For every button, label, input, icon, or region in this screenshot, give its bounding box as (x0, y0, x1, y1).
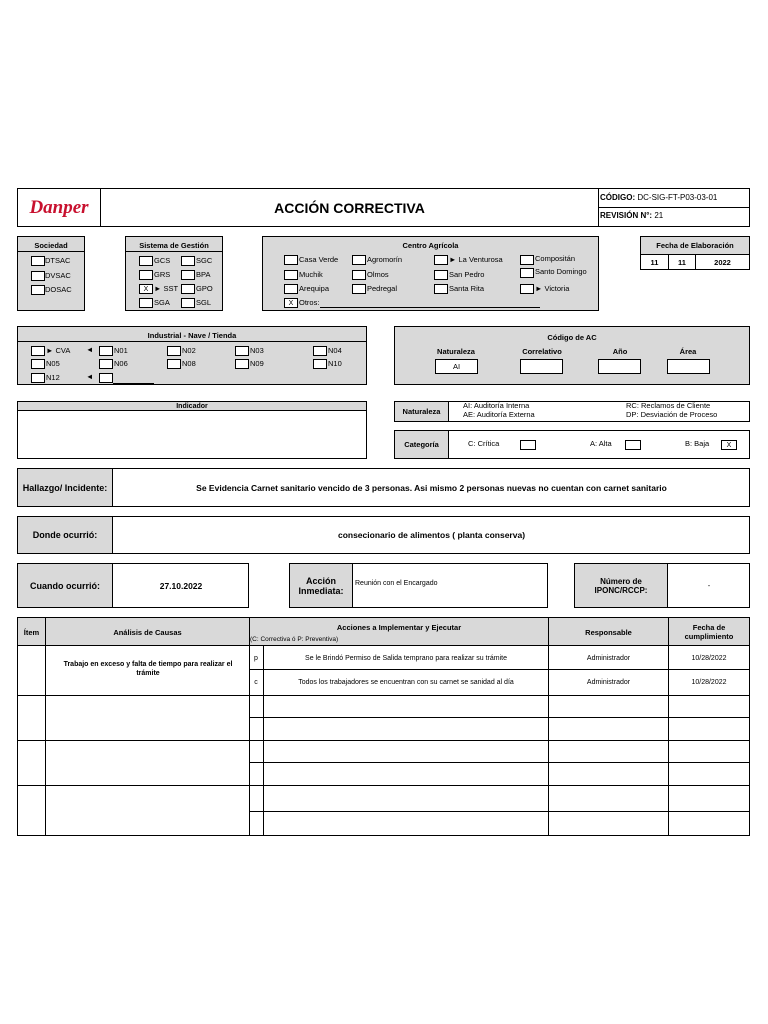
sociedad-title: Sociedad (34, 240, 68, 250)
accion-inmediata-row (289, 563, 548, 608)
hallazgo-value[interactable]: Se Evidencia Carnet sanitario vencido de 3 personas. Asi mismo 2 personas nuevas no cuentan con carnet sanitario (196, 482, 667, 493)
casa-verde-label: Casa Verde (299, 255, 339, 264)
n04-label: N04 (328, 346, 342, 355)
dosac-label: DOSAC (45, 285, 72, 294)
bpa-checkbox[interactable] (181, 270, 195, 280)
iponc-row (574, 563, 750, 608)
n08-label: N08 (182, 359, 196, 368)
correlativo-field[interactable] (520, 359, 563, 374)
row1-accion[interactable]: Se le Brindó Permiso de Salida temprano para realizar su trámite (305, 654, 507, 662)
indicador-panel (17, 401, 367, 459)
dtsac-label: DTSAC (45, 256, 71, 265)
n01-checkbox[interactable] (99, 346, 113, 356)
n02-checkbox[interactable] (167, 346, 181, 356)
arequipa-label: Arequipa (299, 284, 330, 293)
la-venturosa-checkbox[interactable] (434, 255, 448, 265)
fecha-year[interactable]: 2022 (696, 255, 749, 269)
anio-header: Año (612, 346, 628, 356)
correlativo-header: Correlativo (522, 346, 562, 356)
grs-label: GRS (154, 270, 171, 279)
indicador-field[interactable] (18, 412, 366, 458)
n10-checkbox[interactable] (313, 359, 327, 369)
olmos-label: Olmos (367, 270, 389, 279)
n01-label: N01 (114, 346, 128, 355)
codigo-value: DC-SIG-FT-P03-03-01 (637, 193, 718, 202)
naturaleza-legend (394, 401, 750, 422)
industrial-panel (17, 326, 367, 385)
row2-responsable[interactable]: Administrador (586, 679, 631, 686)
row2-tipo[interactable]: c (254, 679, 258, 686)
header-item: Ítem (23, 627, 40, 637)
codigo-ac-panel (394, 326, 750, 385)
revision-box: REVISIÓN N°: 21 (600, 211, 664, 220)
sgc-checkbox[interactable] (181, 256, 195, 266)
sistema-title: Sistema de Gestión (139, 240, 209, 250)
dp-legend: DP: Desviación de Proceso (626, 410, 718, 419)
centro-panel (262, 236, 599, 311)
n05-checkbox[interactable] (31, 359, 45, 369)
actions-table (17, 617, 750, 836)
industrial-title: Industrial - Nave / Tienda (147, 330, 237, 340)
casa-verde-checkbox[interactable] (284, 255, 298, 265)
naturaleza-field[interactable]: AI (435, 359, 478, 374)
olmos-checkbox[interactable] (352, 270, 366, 280)
logo (18, 189, 101, 226)
victoria-label: ► Victoria (535, 284, 570, 293)
industrial-other-line[interactable] (113, 383, 154, 384)
cuando-value[interactable]: 27.10.2022 (159, 580, 203, 591)
header-fecha: Fecha de cumplimiento (684, 623, 734, 641)
ai-legend: AI: Auditoría Interna (463, 401, 530, 410)
n10-label: N10 (328, 359, 342, 368)
otros-checkbox[interactable]: X (284, 298, 298, 308)
codigo-ac-title: Código de AC (547, 332, 597, 342)
bpa-label: BPA (196, 270, 211, 279)
fecha-month[interactable]: 11 (669, 255, 696, 269)
header (17, 188, 750, 227)
n12-checkbox[interactable] (31, 373, 45, 383)
accion-inmediata-value[interactable]: Reunión con el Encargado (355, 580, 438, 587)
row1-fecha[interactable]: 10/28/2022 (691, 654, 727, 662)
row2-fecha[interactable]: 10/28/2022 (691, 679, 727, 686)
ae-legend: AE: Auditoría Externa (463, 410, 535, 419)
n09-checkbox[interactable] (235, 359, 249, 369)
row1-tipo[interactable]: p (254, 654, 258, 662)
alta-checkbox[interactable] (625, 440, 641, 450)
otros-line[interactable] (320, 307, 540, 308)
cva-label: ► CVA (46, 346, 71, 355)
area-header: Área (679, 346, 697, 356)
compositan-label: Compositán (535, 254, 576, 263)
victoria-checkbox[interactable] (520, 284, 534, 294)
row2-accion[interactable]: Todos los trabajadores se encuentran con su carnet se sanidad al día (298, 679, 514, 686)
n02-label: N02 (182, 346, 196, 355)
codigo-box: CÓDIGO: DC-SIG-FT-P03-03-01 (600, 193, 718, 202)
arrow-icon: ◄ (86, 372, 94, 381)
muchik-label: Muchik (299, 270, 323, 279)
pedregal-label: Pedregal (367, 284, 398, 293)
gcs-label: GCS (154, 256, 171, 265)
rc-legend: RC: Reclamos de Cliente (626, 401, 711, 410)
hallazgo-label: Hallazgo/ Incidente: (18, 469, 113, 506)
dvsac-label: DVSAC (45, 271, 71, 280)
alta-label: A: Alta (590, 439, 612, 448)
san-pedro-label: San Pedro (449, 270, 485, 279)
compositan-checkbox[interactable] (520, 255, 534, 265)
santa-rita-label: Santa Rita (449, 284, 485, 293)
dosac-checkbox[interactable] (31, 285, 45, 295)
arequipa-checkbox[interactable] (284, 284, 298, 294)
n09-label: N09 (250, 359, 264, 368)
san-pedro-checkbox[interactable] (434, 270, 448, 280)
fecha-day[interactable]: 11 (641, 255, 669, 269)
grs-checkbox[interactable] (139, 270, 153, 280)
accion-inmediata-label: Acción Inmediata: (290, 564, 353, 607)
critica-label: C: Crítica (468, 439, 500, 448)
logo-text: Danper (29, 196, 89, 218)
sst-label: ► SST (154, 284, 179, 293)
n05-label: N05 (46, 359, 60, 368)
santo-domingo-checkbox[interactable] (520, 268, 534, 278)
donde-label: Donde ocurrió: (18, 517, 113, 553)
n03-checkbox[interactable] (235, 346, 249, 356)
n12-label: N12 (46, 373, 60, 382)
categoria-label: Categoría (395, 431, 449, 458)
santa-rita-checkbox[interactable] (434, 284, 448, 294)
hallazgo-row (17, 468, 750, 507)
indicador-title: Indicador (18, 402, 366, 411)
sga-checkbox[interactable] (139, 298, 153, 308)
gpo-checkbox[interactable] (181, 284, 195, 294)
sociedad-panel (17, 236, 85, 311)
fecha-elaboracion-title: Fecha de Elaboración (656, 240, 734, 250)
iponc-label: Número de IPONC/RCCP: (575, 564, 668, 607)
pedregal-checkbox[interactable] (352, 284, 366, 294)
dvsac-checkbox[interactable] (31, 271, 45, 281)
naturaleza-header: Naturaleza (437, 346, 475, 356)
n06-label: N06 (114, 359, 128, 368)
iponc-value[interactable]: - (707, 581, 711, 590)
agromorin-label: Agromorín (367, 255, 403, 264)
blank-checkbox[interactable] (99, 373, 113, 383)
naturaleza-legend-label: Naturaleza (395, 402, 449, 421)
cuando-label: Cuando ocurrió: (18, 564, 113, 607)
otros-label: Otros: (299, 298, 320, 307)
n04-checkbox[interactable] (313, 346, 327, 356)
anio-field[interactable] (598, 359, 641, 374)
gpo-label: GPO (196, 284, 213, 293)
donde-row (17, 516, 750, 554)
n08-checkbox[interactable] (167, 359, 181, 369)
causa-cell[interactable]: Trabajo en exceso y falta de tiempo para realizar el trámite (63, 661, 233, 677)
header-acciones-sub: (C: Correctiva ó P: Preventiva) (250, 636, 339, 643)
n03-label: N03 (250, 346, 264, 355)
fecha-elaboracion-panel (640, 236, 750, 270)
cuando-row (17, 563, 249, 608)
santo-domingo-label: Santo Domingo (535, 267, 587, 276)
baja-checkbox[interactable]: X (721, 440, 737, 450)
cva-checkbox[interactable] (31, 346, 45, 356)
n06-checkbox[interactable] (99, 359, 113, 369)
muchik-checkbox[interactable] (284, 270, 298, 280)
donde-value[interactable]: consecionario de alimentos ( planta conserva) (337, 530, 526, 540)
dtsac-checkbox[interactable] (31, 256, 45, 266)
sga-label: SGA (154, 298, 170, 307)
agromorin-checkbox[interactable] (352, 255, 366, 265)
page-title: ACCIÓN CORRECTIVA (101, 189, 599, 226)
la-venturosa-label: ► La Venturosa (449, 255, 503, 264)
gcs-checkbox[interactable] (139, 256, 153, 266)
sgl-checkbox[interactable] (181, 298, 195, 308)
header-responsable: Responsable (585, 627, 632, 637)
header-analisis: Análisis de Causas (113, 627, 182, 637)
sistema-panel (125, 236, 223, 311)
sst-checkbox[interactable]: X (139, 284, 153, 294)
baja-label: B: Baja (685, 439, 710, 448)
sgc-label: SGC (196, 256, 213, 265)
categoria-panel (394, 430, 750, 459)
row1-responsable[interactable]: Administrador (586, 654, 631, 662)
sgl-label: SGL (196, 298, 212, 307)
revision-value: 21 (654, 211, 664, 220)
arrow-icon: ◄ (86, 345, 94, 354)
area-field[interactable] (667, 359, 710, 374)
critica-checkbox[interactable] (520, 440, 536, 450)
centro-title: Centro Agrícola (402, 240, 459, 250)
header-acciones: Acciones a Implementar y Ejecutar (336, 622, 462, 632)
